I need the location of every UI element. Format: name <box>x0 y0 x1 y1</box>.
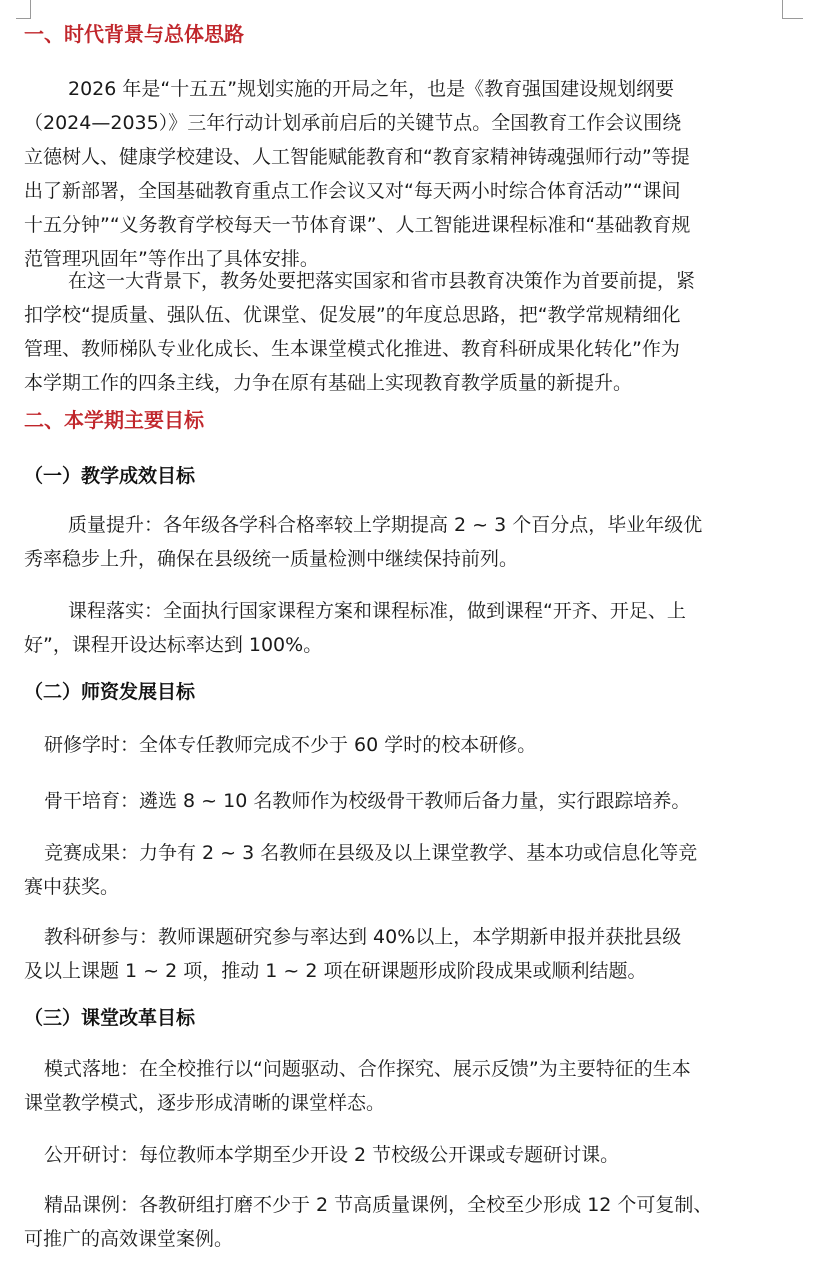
page-corner-mark-left <box>16 0 31 19</box>
text-line: 及以上课题 1 ~ 2 项，推动 1 ~ 2 项在研课题形成阶段成果或顺利结题。 <box>24 960 647 982</box>
subheading-teacher-development: （二）师资发展目标 <box>24 681 196 703</box>
text-line: 课堂教学模式，逐步形成清晰的课堂样态。 <box>24 1092 386 1114</box>
paragraph-background-intro <box>24 72 804 276</box>
paragraph-quality-improvement <box>24 508 804 576</box>
paragraph-overall-approach <box>24 264 804 400</box>
text-line: 十五分钟”“义务教育学校每天一节体育课”、人工智能进课程标准和“基础教育规 <box>24 214 691 236</box>
text-line: 公开研讨：每位教师本学期至少开设 2 节校级公开课或专题研讨课。 <box>44 1144 620 1166</box>
text-line: （2024—2035）》三年行动计划承前启后的关键节点。全国教育工作会议围绕 <box>24 112 682 134</box>
section-heading-goals: 二、本学期主要目标 <box>24 408 204 432</box>
text-line: 出了新部署，全国基础教育重点工作会议又对“每天两小时综合体育活动”“课间 <box>24 180 681 202</box>
paragraph-open-lessons <box>24 1138 804 1172</box>
page-corner-mark-right <box>782 0 803 19</box>
paragraph-competition-results <box>24 836 804 904</box>
subheading-teaching-outcomes: （一）教学成效目标 <box>24 465 196 487</box>
text-line: 扣学校“提质量、强队伍、优课堂、促发展”的年度总思路，把“教学常规精细化 <box>24 304 681 326</box>
section-heading-background: 一、时代背景与总体思路 <box>24 22 244 46</box>
text-line: 竞赛成果：力争有 2 ~ 3 名教师在县级及以上课堂教学、基本功或信息化等竞 <box>44 842 698 864</box>
paragraph-research-participation <box>24 920 804 988</box>
text-line: 可推广的高效课堂案例。 <box>24 1228 234 1250</box>
paragraph-model-implementation <box>24 1052 804 1120</box>
text-line: 在这一大背景下，教务处要把落实国家和省市县教育决策作为首要前提，紧 <box>68 270 696 292</box>
subheading-classroom-reform: （三）课堂改革目标 <box>24 1007 196 1029</box>
text-line: 赛中获奖。 <box>24 876 120 898</box>
paragraph-training-hours <box>24 728 804 762</box>
paragraph-exemplary-lessons <box>24 1188 804 1256</box>
paragraph-backbone-cultivation <box>24 784 804 818</box>
text-line: 秀率稳步上升，确保在县级统一质量检测中继续保持前列。 <box>24 548 519 570</box>
text-line: 研修学时：全体专任教师完成不少于 60 学时的校本研修。 <box>44 734 537 756</box>
text-line: 本学期工作的四条主线，力争在原有基础上实现教育教学质量的新提升。 <box>24 372 633 394</box>
text-line: 好”，课程开设达标率达到 100%。 <box>24 634 323 656</box>
text-line: 立德树人、健康学校建设、人工智能赋能教育和“教育家精神铸魂强师行动”等提 <box>24 146 690 168</box>
text-line: 2026 年是“十五五”规划实施的开局之年，也是《教育强国建设规划纲要 <box>68 78 675 100</box>
text-line: 骨干培育：遴选 8 ~ 10 名教师作为校级骨干教师后备力量，实行跟踪培养。 <box>44 790 691 812</box>
text-line: 模式落地：在全校推行以“问题驱动、合作探究、展示反馈”为主要特征的生本 <box>44 1058 691 1080</box>
text-line: 管理、教师梯队专业化成长、生本课堂模式化推进、教育科研成果化转化”作为 <box>24 338 680 360</box>
text-line: 课程落实：全面执行国家课程方案和课程标准，做到课程“开齐、开足、上 <box>68 600 686 622</box>
text-line: 范管理巩固年”等作出了具体安排。 <box>24 248 319 270</box>
text-line: 教科研参与：教师课题研究参与率达到 40%以上，本学期新申报并获批县级 <box>44 926 682 948</box>
text-line: 质量提升：各年级各学科合格率较上学期提高 2 ~ 3 个百分点，毕业年级优 <box>68 514 703 536</box>
text-line: 精品课例：各教研组打磨不少于 2 节高质量课例，全校至少形成 12 个可复制、 <box>44 1194 713 1216</box>
paragraph-curriculum-implementation <box>24 594 804 662</box>
